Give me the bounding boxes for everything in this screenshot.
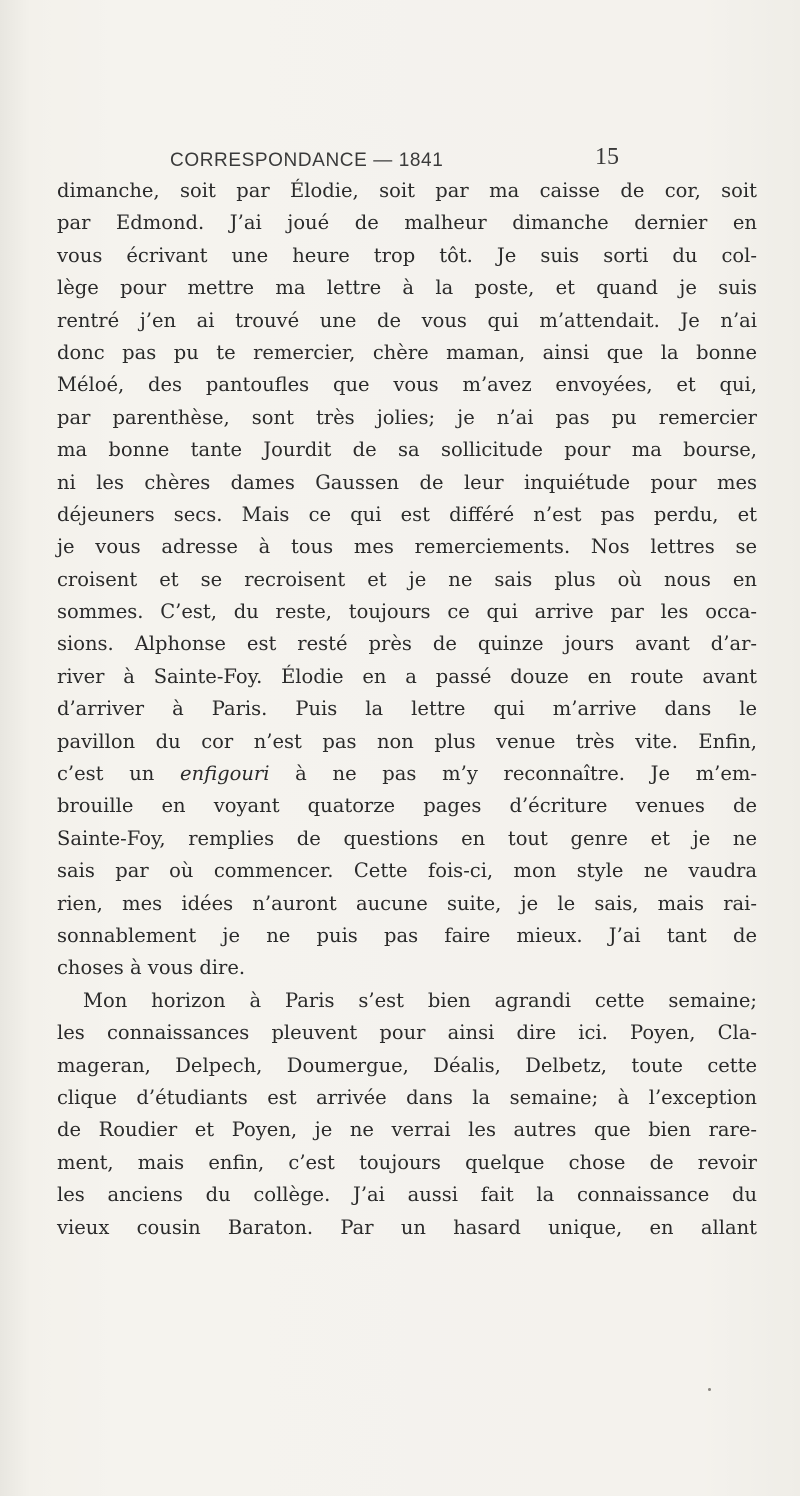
text-line: croisent et se recroisent et je ne sais plus où nous en	[57, 567, 757, 591]
text-line: rien, mes idées n’auront aucune suite, je le sais, mais rai-	[57, 891, 757, 915]
text-line: je vous adresse à tous mes remerciements. Nos lettres se	[57, 535, 757, 559]
page-number: 15	[595, 144, 619, 170]
text-line: mageran, Delpech, Doumergue, Déalis, Delbetz, toute cette	[57, 1053, 757, 1077]
text-line: brouille en voyant quatorze pages d’écriture venues de	[57, 794, 757, 818]
text-line: ma bonne tante Jourdit de sa sollicitude pour ma bourse,	[57, 438, 757, 462]
text-line: sions. Alphonse est resté près de quinze jours avant d’ar-	[57, 632, 757, 656]
text-line: d’arriver à Paris. Puis la lettre qui m’arrive dans le	[57, 697, 757, 721]
text-line: par Edmond. J’ai joué de malheur dimanche dernier en	[57, 211, 757, 235]
text-line: donc pas pu te remercier, chère maman, ainsi que la bonne	[57, 340, 757, 364]
text-segment: à ne pas m’y reconnaître. Je m’em-	[269, 762, 757, 786]
text-line: dimanche, soit par Élodie, soit par ma caisse de cor, soit	[57, 179, 757, 202]
text-line: Méloé, des pantoufles que vous m’avez envoyées, et qui,	[57, 373, 757, 397]
text-line: vous écrivant une heure trop tôt. Je suis sorti du col-	[57, 243, 757, 267]
text-line: ment, mais enfin, c’est toujours quelque chose de revoir	[57, 1150, 757, 1174]
text-line: les anciens du collège. J’ai aussi fait la connaissance du	[57, 1183, 757, 1207]
text-line: Mon horizon à Paris s’est bien agrandi cette semaine;	[83, 988, 757, 1012]
text-line: clique d’étudiants est arrivée dans la semaine; à l’exception	[57, 1085, 757, 1109]
text-line: de Roudier et Poyen, je ne verrai les autres que bien rare-	[57, 1118, 757, 1142]
text-segment: c’est un	[57, 762, 181, 786]
text-line: pavillon du cor n’est pas non plus venue très vite. Enfin,	[57, 729, 757, 753]
paper-speck	[708, 1388, 711, 1391]
text-line: déjeuners secs. Mais ce qui est différé n’est pas perdu, et	[57, 502, 757, 526]
text-line: Sainte-Foy, remplies de questions en tout genre et je ne	[57, 826, 757, 850]
text-line: sais par où commencer. Cette fois-ci, mon style ne vaudra	[57, 859, 757, 883]
text-line-with-italic	[57, 758, 757, 790]
text-line: ni les chères dames Gaussen de leur inquiétude pour mes	[57, 470, 757, 494]
text-line: sommes. C’est, du reste, toujours ce qui arrive par les occa-	[57, 600, 757, 624]
text-line: vieux cousin Baraton. Par un hasard unique, en allant	[57, 1215, 757, 1239]
text-line: choses à vous dire.	[57, 956, 246, 980]
running-head: CORRESPONDANCE — 1841	[170, 150, 444, 171]
italic-word: enfigouri	[180, 762, 270, 786]
text-line: rentré j’en ai trouvé une de vous qui m’attendait. Je n’ai	[57, 308, 757, 332]
text-line: lège pour mettre ma lettre à la poste, et quand je suis	[57, 276, 757, 300]
text-line: les connaissances pleuvent pour ainsi dire ici. Poyen, Cla-	[57, 1021, 757, 1045]
body-text	[57, 175, 757, 1244]
text-line: par parenthèse, sont très jolies; je n’ai pas pu remercier	[57, 405, 757, 429]
text-line: sonnablement je ne puis pas faire mieux. J’ai tant de	[57, 923, 757, 947]
text-line: river à Sainte-Foy. Élodie en a passé douze en route avant	[57, 664, 757, 688]
